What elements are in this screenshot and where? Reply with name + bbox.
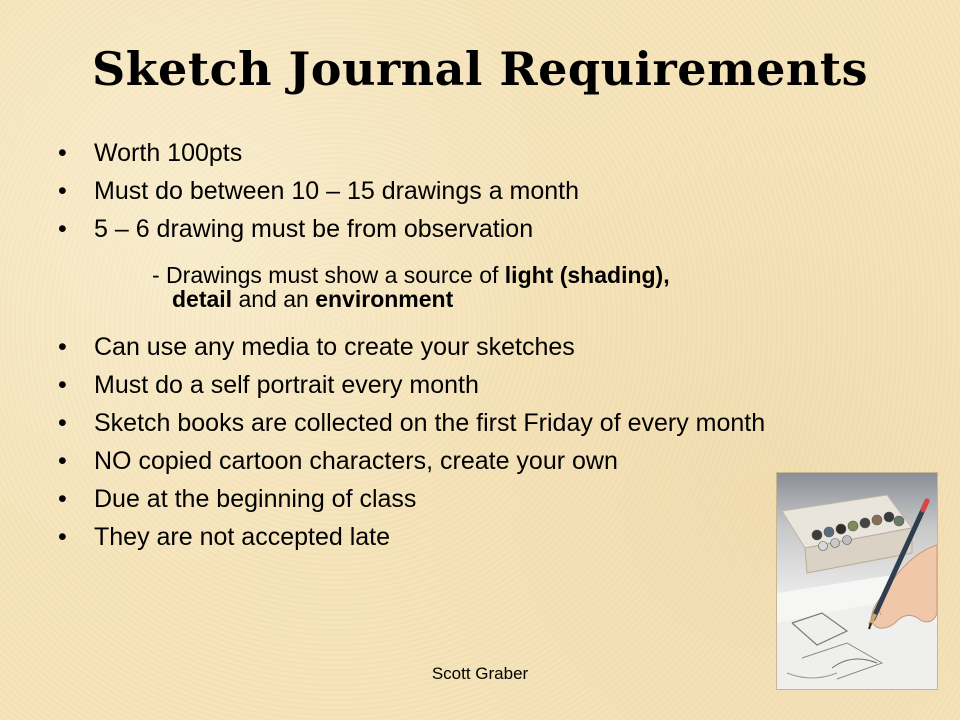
list-item: • Sketch books are collected on the first Friday of every month [58,409,766,437]
bullet-dot: • [58,333,67,361]
bullet-dot: • [58,523,67,551]
list-item: • 5 – 6 drawing must be from observation [58,215,534,243]
requirements-list-top [58,140,878,254]
list-item: • Must do a self portrait every month [58,371,479,399]
observation-subnote: - Drawings must show a source of light (shading), detail and an environment [152,262,670,312]
bullet-dot: • [58,371,67,399]
bullet-dot: • [58,447,67,475]
list-item: • NO copied cartoon characters, create your own [58,447,618,475]
hand-drawing-with-markers-icon [777,473,937,689]
bullet-dot: • [58,139,67,167]
bullet-dot: • [58,409,67,437]
bullet-dot: • [58,177,67,205]
bullet-dot: • [58,485,67,513]
list-item: • They are not accepted late [58,523,391,551]
list-item: • Can use any media to create your sketches [58,333,575,361]
requirements-list-bottom [58,334,878,562]
bullet-dot: • [58,215,67,243]
list-item: • Worth 100pts [58,139,243,167]
list-item: • Due at the beginning of class [58,485,417,513]
author-footer: Scott Graber [431,664,529,683]
sketching-photo [776,472,938,690]
slide-title: Sketch Journal Requirements [91,42,869,96]
list-item: • Must do between 10 – 15 drawings a month [58,177,580,205]
